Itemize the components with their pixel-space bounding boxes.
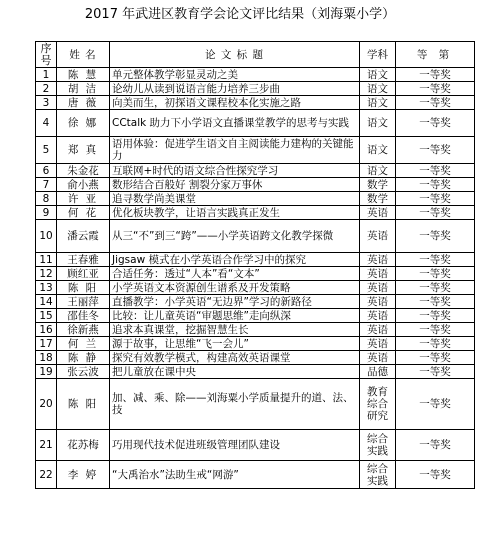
table-row [36,323,475,337]
row-subject: 英语 [360,337,396,351]
row-subject: 英语 [360,295,396,309]
row-no: 7 [36,178,57,192]
row-no: 5 [36,137,57,164]
row-name: 朱金花 [57,164,110,178]
header-subject: 学科 [360,42,396,68]
row-award: 一等奖 [396,253,475,267]
table-row [36,68,475,82]
table-row [36,351,475,365]
row-award: 一等奖 [396,82,475,96]
row-no: 19 [36,365,57,379]
row-title: 向美而生，初探语文课程校本化实施之路 [110,96,360,110]
row-subject: 语文 [360,68,396,82]
row-subject: 语文 [360,110,396,137]
row-title: 语用体验：促进学生语文自主阅读能力建构的关键能力 [110,137,360,164]
table-row [36,110,475,137]
table-row [36,206,475,220]
row-award: 一等奖 [396,461,475,489]
row-subject: 英语 [360,323,396,337]
row-no: 18 [36,351,57,365]
row-title: 小学英语文本资源创生谱系及开发策略 [110,281,360,295]
row-no: 13 [36,281,57,295]
row-title: 合适任务：透过“人本”看“文本” [110,267,360,281]
table-row [36,365,475,379]
row-award: 一等奖 [396,220,475,253]
row-subject: 语文 [360,96,396,110]
row-title: 从三“不”到三“跨”——小学英语跨文化教学探微 [110,220,360,253]
row-subject: 英语 [360,253,396,267]
table-row [36,192,475,206]
table-row [36,82,475,96]
row-award: 一等奖 [396,68,475,82]
row-subject: 语文 [360,164,396,178]
row-title: 追求本真课堂，挖掘智慧生长 [110,323,360,337]
row-no: 17 [36,337,57,351]
row-no: 1 [36,68,57,82]
row-award: 一等奖 [396,337,475,351]
row-subject: 数学 [360,178,396,192]
row-name: 俞小燕 [57,178,110,192]
header-no: 序号 [36,42,57,68]
row-name: 潘云霞 [57,220,110,253]
table-row [36,220,475,253]
row-award: 一等奖 [396,192,475,206]
row-name: 邵佳冬 [57,309,110,323]
row-award: 一等奖 [396,110,475,137]
row-award: 一等奖 [396,267,475,281]
row-title: “大禹治水”法助生戒“网游” [110,461,360,489]
row-subject: 英语 [360,267,396,281]
row-name: 张云波 [57,365,110,379]
table-row [36,379,475,430]
row-title: 互联网+时代的语文综合性探究学习 [110,164,360,178]
row-title: 比较：让儿童英语“审题思维”走向纵深 [110,309,360,323]
row-award: 一等奖 [396,379,475,430]
row-title: 优化板块教学，让语言实践真正发生 [110,206,360,220]
row-subject: 英语 [360,206,396,220]
row-award: 一等奖 [396,164,475,178]
table-row [36,267,475,281]
row-no: 3 [36,96,57,110]
row-title: 数形结合百般好 割裂分家万事休 [110,178,360,192]
row-subject: 英语 [360,351,396,365]
row-award: 一等奖 [396,96,475,110]
row-name: 郑 真 [57,137,110,164]
row-subject: 英语 [360,309,396,323]
row-name: 王丽萍 [57,295,110,309]
row-title: 加、减、乘、除——刘海粟小学质量提升的道、法、技 [110,379,360,430]
row-title: CCtalk 助力下小学语文直播课堂教学的思考与实践 [110,110,360,137]
table-row [36,164,475,178]
row-name: 花苏梅 [57,430,110,461]
row-award: 一等奖 [396,430,475,461]
row-no: 14 [36,295,57,309]
row-name: 何 兰 [57,337,110,351]
table-header-row [36,42,475,68]
row-subject: 综合实践 [360,430,396,461]
table-row [36,253,475,267]
table-row [36,178,475,192]
row-subject: 教育综合研究 [360,379,396,430]
row-name: 许 亚 [57,192,110,206]
row-award: 一等奖 [396,137,475,164]
row-subject: 英语 [360,281,396,295]
row-award: 一等奖 [396,323,475,337]
row-name: 陈 阳 [57,379,110,430]
row-no: 21 [36,430,57,461]
header-title: 论 文 标 题 [110,42,360,68]
row-award: 一等奖 [396,206,475,220]
table-row [36,337,475,351]
row-subject: 英语 [360,220,396,253]
row-title: 单元整体教学彰显灵动之美 [110,68,360,82]
row-no: 11 [36,253,57,267]
row-name: 李 婷 [57,461,110,489]
table-row [36,309,475,323]
table-row [36,281,475,295]
row-award: 一等奖 [396,365,475,379]
row-title: Jigsaw 模式在小学英语合作学习中的探究 [110,253,360,267]
row-name: 何 花 [57,206,110,220]
row-award: 一等奖 [396,178,475,192]
row-name: 顾红亚 [57,267,110,281]
row-no: 15 [36,309,57,323]
row-subject: 数学 [360,192,396,206]
table-row [36,137,475,164]
results-table [35,41,475,489]
row-award: 一等奖 [396,309,475,323]
page-title: 2017 年武进区教育学会论文评比结果（刘海粟小学） [84,7,396,22]
row-no: 20 [36,379,57,430]
row-name: 胡 洁 [57,82,110,96]
row-award: 一等奖 [396,351,475,365]
row-title: 巧用现代技术促进班级管理团队建设 [110,430,360,461]
table-row [36,96,475,110]
row-name: 徐 娜 [57,110,110,137]
table-row [36,461,475,489]
row-no: 2 [36,82,57,96]
row-title: 把儿童放在课中央 [110,365,360,379]
row-name: 徐新燕 [57,323,110,337]
header-name: 姓 名 [57,42,110,68]
row-subject: 品德 [360,365,396,379]
row-no: 6 [36,164,57,178]
row-award: 一等奖 [396,295,475,309]
row-no: 12 [36,267,57,281]
table-row [36,430,475,461]
row-subject: 综合实践 [360,461,396,489]
row-no: 16 [36,323,57,337]
row-no: 8 [36,192,57,206]
row-name: 王春雅 [57,253,110,267]
row-no: 4 [36,110,57,137]
row-name: 陈 慧 [57,68,110,82]
row-no: 9 [36,206,57,220]
row-title: 探究有效教学模式，构建高效英语课堂 [110,351,360,365]
table-row [36,295,475,309]
row-title: 源于故事，让思维“飞一会儿” [110,337,360,351]
row-award: 一等奖 [396,281,475,295]
row-no: 10 [36,220,57,253]
row-name: 陈 静 [57,351,110,365]
row-subject: 语文 [360,137,396,164]
row-no: 22 [36,461,57,489]
row-title: 直播教学：小学英语“无边界”学习的新路径 [110,295,360,309]
row-title: 论幼儿从读到说语言能力培养三步曲 [110,82,360,96]
row-name: 唐 薇 [57,96,110,110]
row-name: 陈 阳 [57,281,110,295]
header-award: 等 第 [396,42,475,68]
row-subject: 语文 [360,82,396,96]
row-title: 追寻数学尚美课堂 [110,192,360,206]
